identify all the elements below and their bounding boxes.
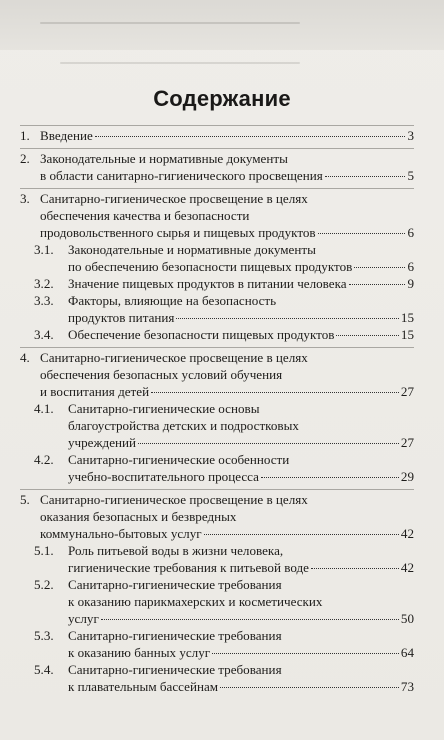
entry-last-line [68,434,414,451]
entry-last-line [68,275,414,292]
page-number: 64 [400,645,414,660]
page-number: 42 [400,526,414,541]
entry-line: к оказанию банных услуг [68,645,211,660]
toc-section [20,348,414,490]
entry-line: Санитарно-гигиеническое просвещение в целях [40,350,308,365]
toc-subentry [20,542,414,576]
dot-leader [138,443,399,444]
toc-subentry [20,627,414,661]
entry-line: благоустройства детских и подростковых [68,418,299,433]
entry-line: Обеспечение безопасности пищевых продуктов [68,327,335,342]
toc-subentry [20,275,414,292]
toc-entry [20,190,414,241]
entry-line: коммунально-бытовых услуг [40,526,202,541]
dot-leader [151,392,399,393]
entry-last-line [40,383,414,400]
page-number: 42 [400,560,414,575]
toc-subentry [20,576,414,627]
dot-leader [336,335,398,336]
page-number: 15 [400,327,414,342]
entry-body [40,491,414,542]
entry-body [68,542,414,576]
entry-body [40,190,414,241]
entry-line: продовольственного сырья и пищевых продуктов [40,225,316,240]
entry-line: Роль питьевой воды в жизни человека, [68,543,284,558]
page-number: 29 [400,469,414,484]
entry-number: 5.3. [34,628,54,643]
toc-subentry [20,661,414,695]
dot-leader [204,534,399,535]
bleed-through-line [60,62,300,64]
entry-line: Санитарно-гигиеническое просвещение в целях [40,492,308,507]
entry-line: Факторы, влияющие на безопасность [68,293,277,308]
dot-leader [325,176,406,177]
entry-number: 3.1. [34,242,54,257]
table-of-contents [20,125,414,699]
entry-line: Законодательные и нормативные документы [40,151,288,166]
entry-line: обеспечения качества и безопасности [40,208,250,223]
entry-body [40,349,414,400]
entry-body [68,241,414,275]
toc-section [20,189,414,348]
entry-number: 5. [20,492,30,507]
entry-number: 5.1. [34,543,54,558]
entry-line: услуг [68,611,99,626]
dot-leader [261,477,399,478]
bleed-through-line [40,22,300,24]
toc-subentry [20,326,414,343]
toc-section [20,125,414,149]
page-number: 15 [400,310,414,325]
entry-last-line [40,525,414,542]
entry-last-line [40,127,414,144]
entry-line: по обеспечению безопасности пищевых продуктов [68,259,353,274]
entry-number: 5.2. [34,577,54,592]
entry-body [40,127,414,144]
entry-last-line [68,678,414,695]
entry-line: оказания безопасных и безвредных [40,509,237,524]
entry-body [68,275,414,292]
entry-line: Санитарно-гигиенические требования [68,577,282,592]
entry-number: 3.4. [34,327,54,342]
toc-section [20,149,414,189]
entry-line: учебно-воспитательного процесса [68,469,259,484]
entry-line: обеспечения безопасных условий обучения [40,367,283,382]
entry-line: продуктов питания [68,310,175,325]
entry-number: 1. [20,128,30,143]
dot-leader [354,267,405,268]
entry-last-line [68,468,414,485]
page-number: 6 [407,259,414,274]
dot-leader [176,318,398,319]
entry-line: Санитарно-гигиенические особенности [68,452,290,467]
dot-leader [349,284,406,285]
entry-number: 3. [20,191,30,206]
entry-last-line [68,644,414,661]
entry-last-line [40,167,414,184]
page-number: 3 [407,128,414,143]
toc-entry [20,127,414,144]
entry-number: 3.3. [34,293,54,308]
entry-last-line [68,258,414,275]
entry-body [68,451,414,485]
entry-line: к плавательным бассейнам [68,679,219,694]
page-number: 9 [407,276,414,291]
entry-line: Законодательные и нормативные документы [68,242,316,257]
dot-leader [318,233,406,234]
dot-leader [212,653,399,654]
toc-entry [20,491,414,542]
entry-number: 4. [20,350,30,365]
entry-number: 4.1. [34,401,54,416]
page-number: 27 [400,384,414,399]
entry-body [68,661,414,695]
entry-last-line [68,326,414,343]
entry-number: 5.4. [34,662,54,677]
page-number: 5 [407,168,414,183]
dot-leader [95,136,406,137]
dot-leader [220,687,399,688]
entry-line: гигиенические требования к питьевой воде [68,560,309,575]
entry-number: 2. [20,151,30,166]
entry-line: к оказанию парикмахерских и косметических [68,594,323,609]
page-number: 50 [400,611,414,626]
entry-number: 3.2. [34,276,54,291]
entry-last-line [68,559,414,576]
entry-body [68,292,414,326]
toc-subentry [20,241,414,275]
entry-line: Значение пищевых продуктов в питании человека [68,276,347,291]
entry-line: Введение [40,128,93,143]
entry-body [68,627,414,661]
toc-subentry [20,400,414,451]
page-number: 6 [407,225,414,240]
toc-subentry [20,451,414,485]
entry-body [40,150,414,184]
toc-section [20,490,414,699]
dot-leader [101,619,399,620]
dot-leader [311,568,399,569]
running-head-shadow [0,0,444,50]
entry-line: и воспитания детей [40,384,150,399]
entry-body [68,576,414,627]
entry-last-line [40,224,414,241]
entry-line: Санитарно-гигиенические требования [68,628,282,643]
entry-last-line [68,309,414,326]
entry-line: Санитарно-гигиенические требования [68,662,282,677]
entry-body [68,326,414,343]
entry-line: учреждений [68,435,137,450]
entry-line: Санитарно-гигиеническое просвещение в целях [40,191,308,206]
entry-last-line [68,610,414,627]
page-number: 27 [400,435,414,450]
entry-number: 4.2. [34,452,54,467]
page-number: 73 [400,679,414,694]
page-title: Содержание [153,86,291,111]
toc-subentry [20,292,414,326]
entry-line: в области санитарно-гигиенического просвещения [40,168,323,183]
entry-line: Санитарно-гигиенические основы [68,401,260,416]
toc-entry [20,349,414,400]
toc-entry [20,150,414,184]
entry-body [68,400,414,451]
